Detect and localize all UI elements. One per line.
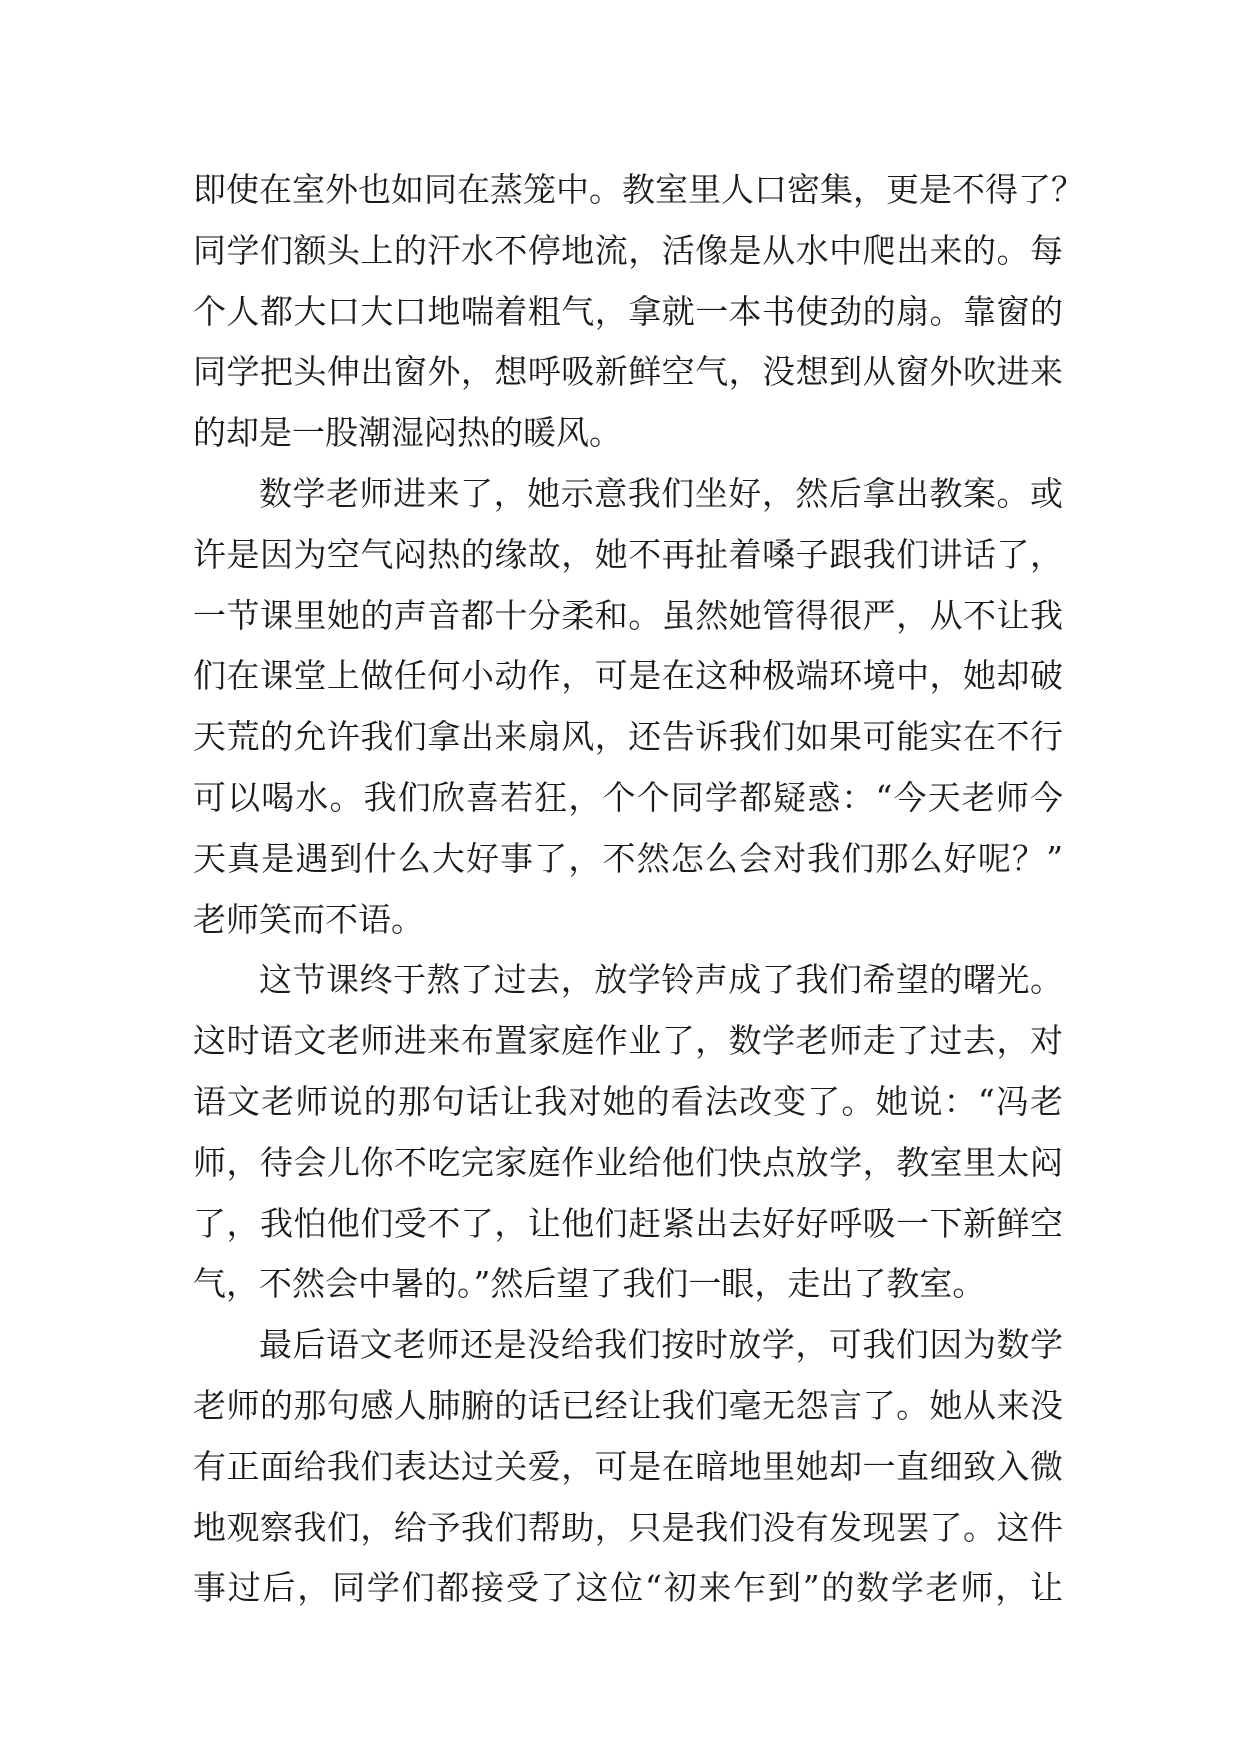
text-line: 天真是遇到什么大好事了，不然怎么会对我们那么好呢？” [193,838,1063,878]
text-line: 们在课堂上做任何小动作，可是在这种极端环境中，她却破 [193,656,1063,696]
text-line: 这时语文老师进来布置家庭作业了，数学老师走了过去，对 [193,1021,1063,1061]
paragraph-start-line: 最后语文老师还是没给我们按时放学，可我们因为数学 [259,1325,1063,1365]
text-line: 了，我怕他们受不了，让他们赶紧出去好好呼吸一下新鲜空 [193,1203,1063,1243]
body-text [193,160,1084,1619]
text-line: 的却是一股潮湿闷热的暖风。 [193,413,622,453]
text-line: 有正面给我们表达过关爱，可是在暗地里她却一直细致入微 [193,1446,1063,1486]
paragraph-start-line: 数学老师进来了，她示意我们坐好，然后拿出教案。或 [259,473,1063,513]
text-line: 许是因为空气闷热的缘故，她不再扯着嗓子跟我们讲话了， [193,534,1063,574]
text-line: 事过后，同学们都接受了这位“初来乍到”的数学老师，让 [193,1568,1063,1608]
text-line: 同学们额头上的汗水不停地流，活像是从水中爬出来的。每 [193,230,1063,270]
text-line: 气，不然会中暑的。”然后望了我们一眼，走出了教室。 [193,1264,986,1304]
text-line: 老师的那句感人肺腑的话已经让我们毫无怨言了。她从来没 [193,1385,1063,1425]
text-line: 同学把头伸出窗外，想呼吸新鲜空气，没想到从窗外吹进来 [193,352,1063,392]
text-line: 师，待会儿你不吃完家庭作业给他们快点放学，教室里太闷 [193,1142,1063,1182]
text-line: 即使在室外也如同在蒸笼中。教室里人口密集，更是不得了？ [193,170,1084,209]
text-line: 个人都大口大口地喘着粗气，拿就一本书使劲的扇。靠窗的 [193,291,1063,331]
text-line: 一节课里她的声音都十分柔和。虽然她管得很严，从不让我 [193,595,1063,635]
text-line: 可以喝水。我们欣喜若狂，个个同学都疑惑：“今天老师今 [193,777,1063,817]
text-line: 老师笑而不语。 [193,899,424,939]
text-line: 天荒的允许我们拿出来扇风，还告诉我们如果可能实在不行 [193,717,1063,757]
paragraph-start-line: 这节课终于熬了过去，放学铃声成了我们希望的曙光。 [259,960,1063,1000]
text-line: 地观察我们，给予我们帮助，只是我们没有发现罢了。这件 [193,1507,1063,1547]
text-line: 语文老师说的那句话让我对她的看法改变了。她说：“冯老 [193,1081,1063,1121]
